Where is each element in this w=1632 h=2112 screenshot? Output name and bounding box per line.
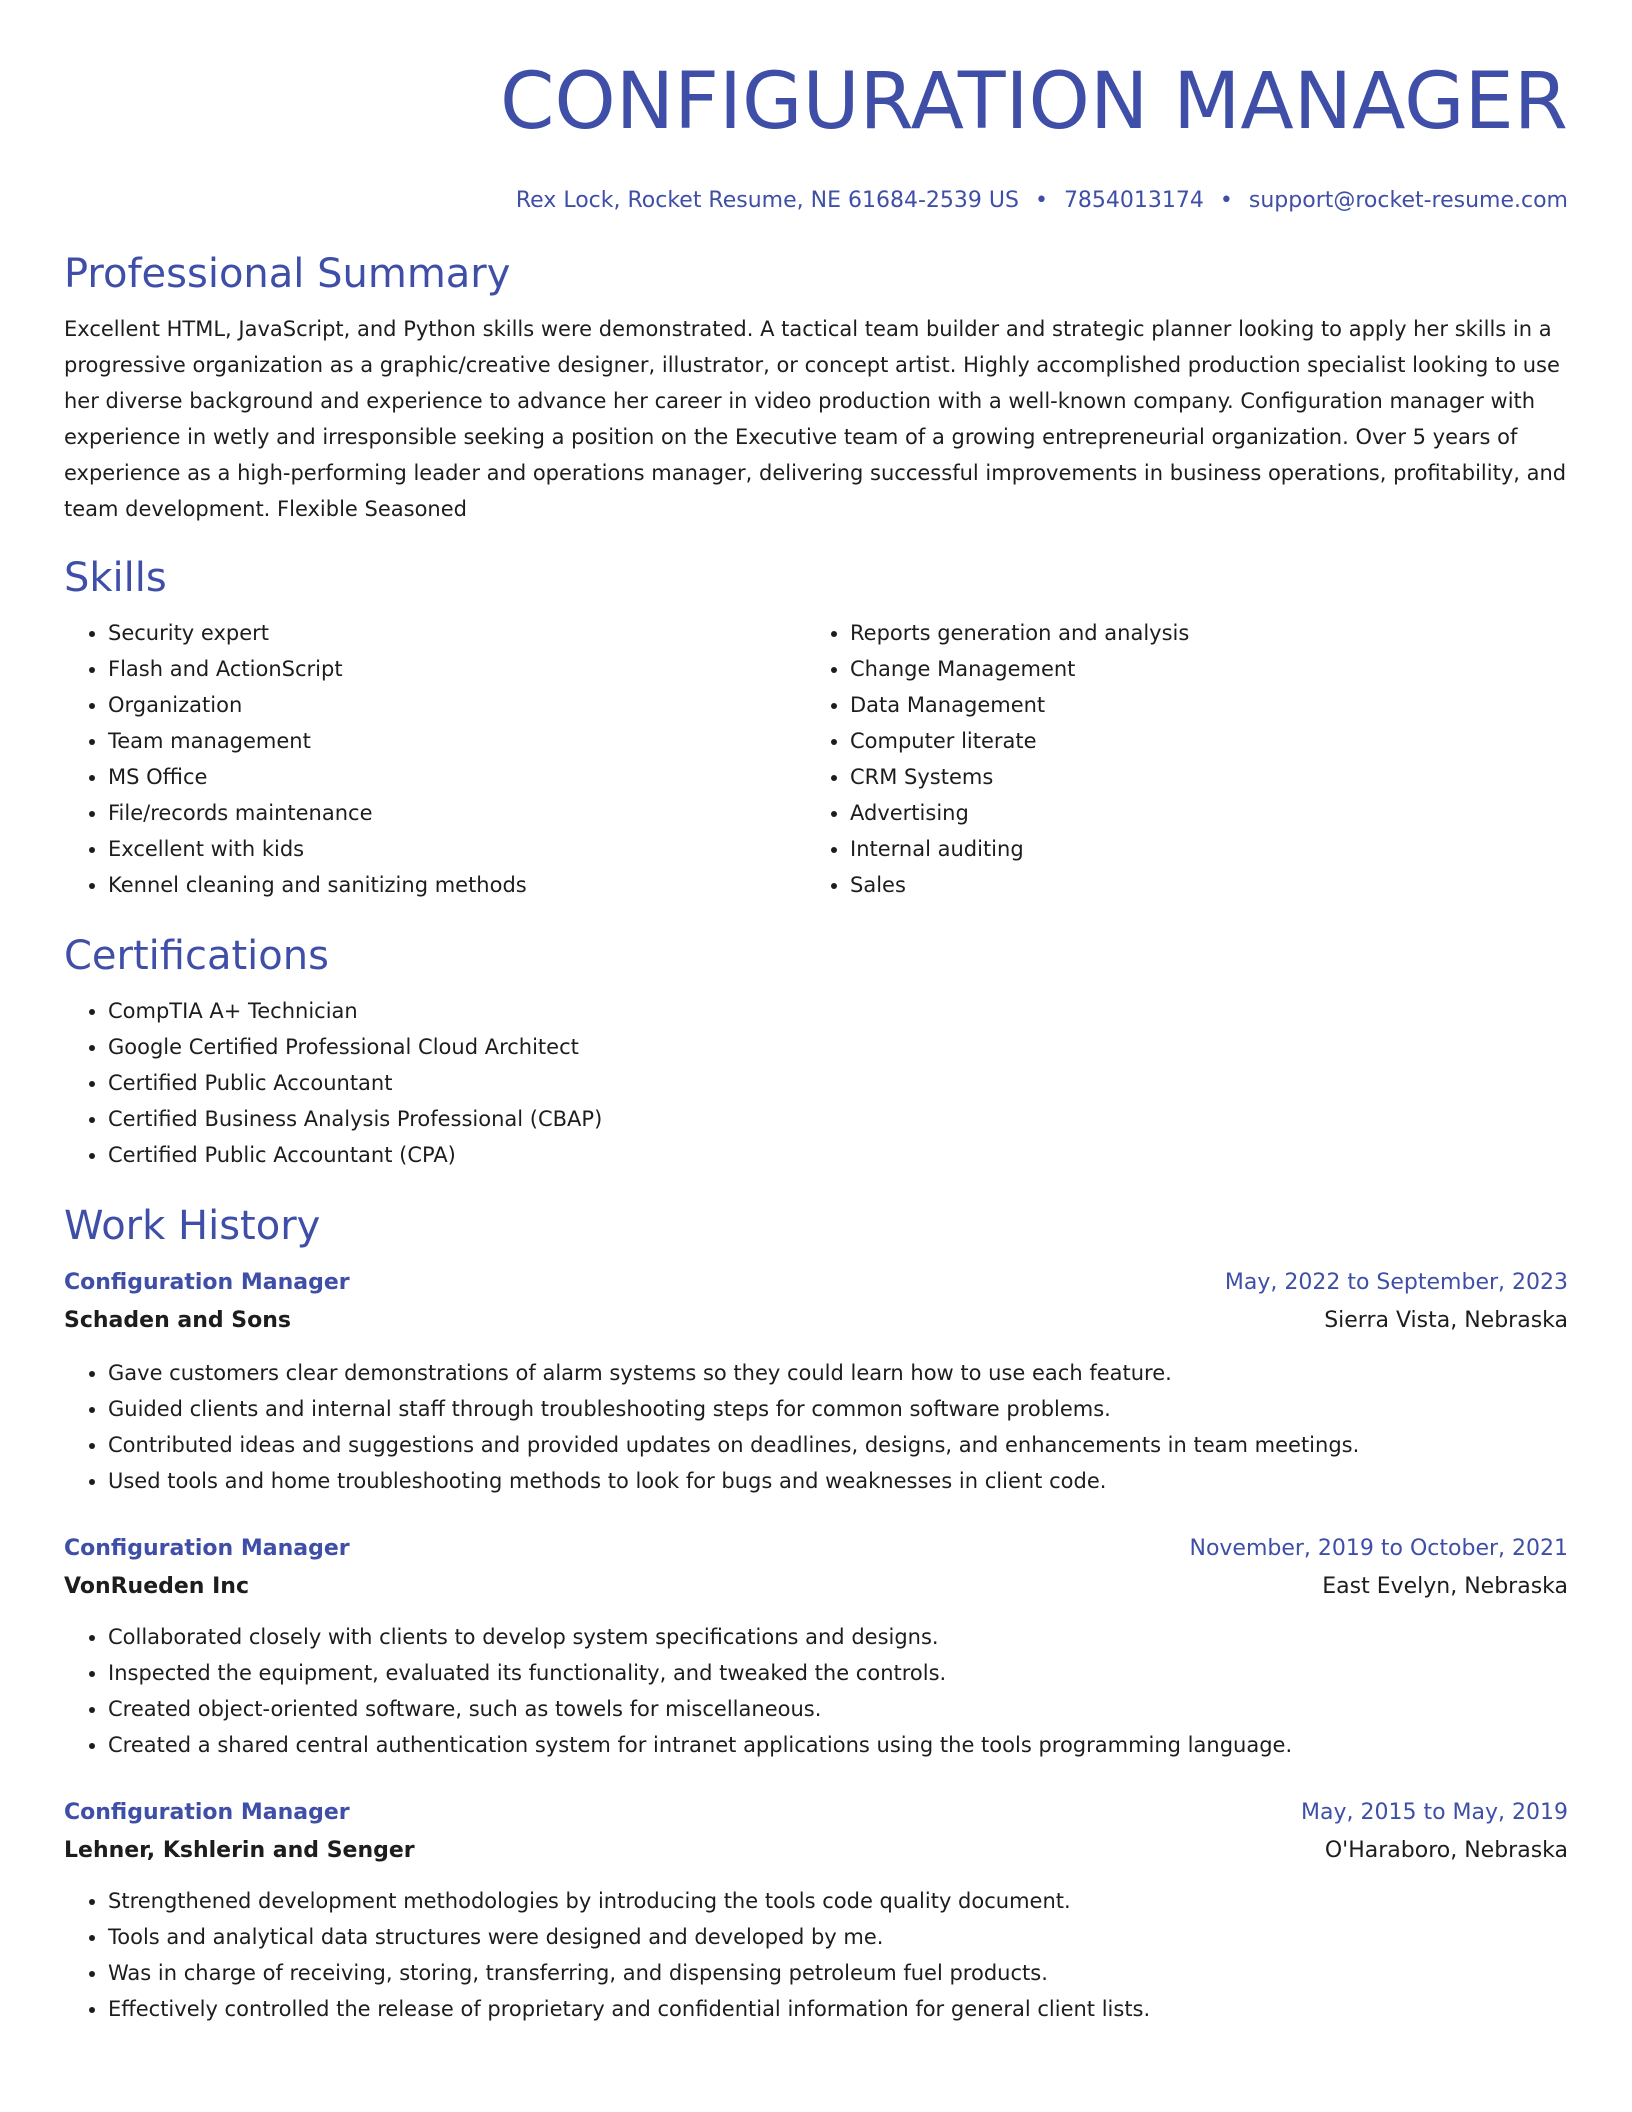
job-location: East Evelyn, Nebraska [1322, 1574, 1568, 1599]
job-entry [64, 1265, 1568, 1499]
contact-email[interactable]: support@rocket-resume.com [1248, 188, 1568, 213]
list-item: • Kennel cleaning and sanitizing methods [108, 867, 806, 903]
list-item: • Inspected the equipment, evaluated its functionality, and tweaked the controls. [108, 1655, 1568, 1691]
job-company: VonRueden Inc [64, 1574, 250, 1599]
list-item: • Guided clients and internal staff through troubleshooting steps for common software problems. [108, 1391, 1568, 1427]
job-company: Schaden and Sons [64, 1308, 292, 1333]
list-item: • Organization [108, 687, 806, 723]
skills-list-right [806, 615, 1548, 903]
job-entry [64, 1531, 1568, 1763]
job-bullets [64, 1619, 1568, 1763]
resume-title: CONFIGURATION MANAGER [499, 57, 1568, 147]
list-item: • MS Office [108, 759, 806, 795]
job-header-row [64, 1265, 1568, 1301]
job-company-row [64, 1303, 1568, 1339]
list-item: • Collaborated closely with clients to develop system specifications and designs. [108, 1619, 1568, 1655]
skills-column-right [806, 615, 1548, 903]
job-entry [64, 1795, 1568, 2027]
job-title: Configuration Manager [64, 1536, 350, 1561]
contact-address: Rex Lock, Rocket Resume, NE 61684-2539 US [515, 188, 1019, 213]
list-item: • Change Management [850, 651, 1548, 687]
summary-text: Excellent HTML, JavaScript, and Python skills were demonstrated. A tactical team builder and strategic planner looking to apply her skills in a progressive organization as a graphic/creative designer, illustrator, or concept artist. Highly accomplished production specialist looking to use her diverse background and experience to advance her career in video production with a well-known company. Configuration manager with experience in wetly and irresponsible seeking a position on the Executive team of a growing entrepreneurial organization. Over 5 years of experience as a high-performing leader and operations manager, delivering successful improvements in business operations, profitability, and team development. Flexible Seasoned [64, 317, 1567, 521]
list-item: • Gave customers clear demonstrations of alarm systems so they could learn how to use each feature. [108, 1355, 1568, 1391]
list-item: • Contributed ideas and suggestions and provided updates on deadlines, designs, and enhancements in team meetings. [108, 1427, 1568, 1463]
list-item: • Google Certified Professional Cloud Architect [108, 1029, 1568, 1065]
list-item: • Used tools and home troubleshooting methods to look for bugs and weaknesses in client code. [108, 1463, 1568, 1499]
list-item: • Certified Public Accountant [108, 1065, 1568, 1101]
job-dates: May, 2022 to September, 2023 [1224, 1270, 1568, 1295]
certifications-heading: Certifications [64, 933, 329, 979]
contact-line [64, 187, 1568, 215]
list-item: • Internal auditing [850, 831, 1548, 867]
job-location: Sierra Vista, Nebraska [1324, 1308, 1568, 1333]
work-history-heading: Work History [64, 1203, 321, 1249]
list-item: • Advertising [850, 795, 1548, 831]
contact-phone[interactable]: 7854013174 [1063, 188, 1204, 213]
job-bullets [64, 1355, 1568, 1499]
job-title: Configuration Manager [64, 1270, 350, 1295]
job-header-row [64, 1795, 1568, 1831]
skills-list-left [64, 615, 806, 903]
job-title: Configuration Manager [64, 1800, 350, 1825]
list-item: • Certified Public Accountant (CPA) [108, 1137, 1568, 1173]
list-item: • File/records maintenance [108, 795, 806, 831]
list-item: • Data Management [850, 687, 1548, 723]
list-item: • CRM Systems [850, 759, 1548, 795]
list-item: • Security expert [108, 615, 806, 651]
list-item: • Created object-oriented software, such as towels for miscellaneous. [108, 1691, 1568, 1727]
certifications-list [64, 993, 1568, 1173]
job-company-row [64, 1569, 1568, 1605]
list-item: • Certified Business Analysis Professional (CBAP) [108, 1101, 1568, 1137]
list-item: • Team management [108, 723, 806, 759]
list-item: • Effectively controlled the release of proprietary and confidential information for general client lists. [108, 1991, 1568, 2027]
list-item: • Tools and analytical data structures were designed and developed by me. [108, 1919, 1568, 1955]
job-dates: November, 2019 to October, 2021 [1189, 1536, 1568, 1561]
job-header-row [64, 1531, 1568, 1567]
contact-separator: • [1034, 188, 1048, 213]
list-item: • Flash and ActionScript [108, 651, 806, 687]
job-location: O'Haraboro, Nebraska [1324, 1838, 1568, 1863]
list-item: • Created a shared central authentication system for intranet applications using the tools programming language. [108, 1727, 1568, 1763]
list-item: • Reports generation and analysis [850, 615, 1548, 651]
list-item: • Sales [850, 867, 1548, 903]
list-item: • Computer literate [850, 723, 1548, 759]
list-item: • Was in charge of receiving, storing, transferring, and dispensing petroleum fuel products. [108, 1955, 1568, 1991]
list-item: • CompTIA A+ Technician [108, 993, 1568, 1029]
job-company-row [64, 1833, 1568, 1869]
job-bullets [64, 1883, 1568, 2027]
job-dates: May, 2015 to May, 2019 [1301, 1800, 1568, 1825]
job-company: Lehner, Kshlerin and Senger [64, 1838, 415, 1863]
skills-column-left [64, 615, 806, 903]
skills-heading: Skills [64, 555, 167, 601]
list-item: • Strengthened development methodologies by introducing the tools code quality document. [108, 1883, 1568, 1919]
contact-separator: • [1219, 188, 1233, 213]
skills-grid [64, 615, 1568, 903]
summary-heading: Professional Summary [64, 251, 511, 297]
list-item: • Excellent with kids [108, 831, 806, 867]
